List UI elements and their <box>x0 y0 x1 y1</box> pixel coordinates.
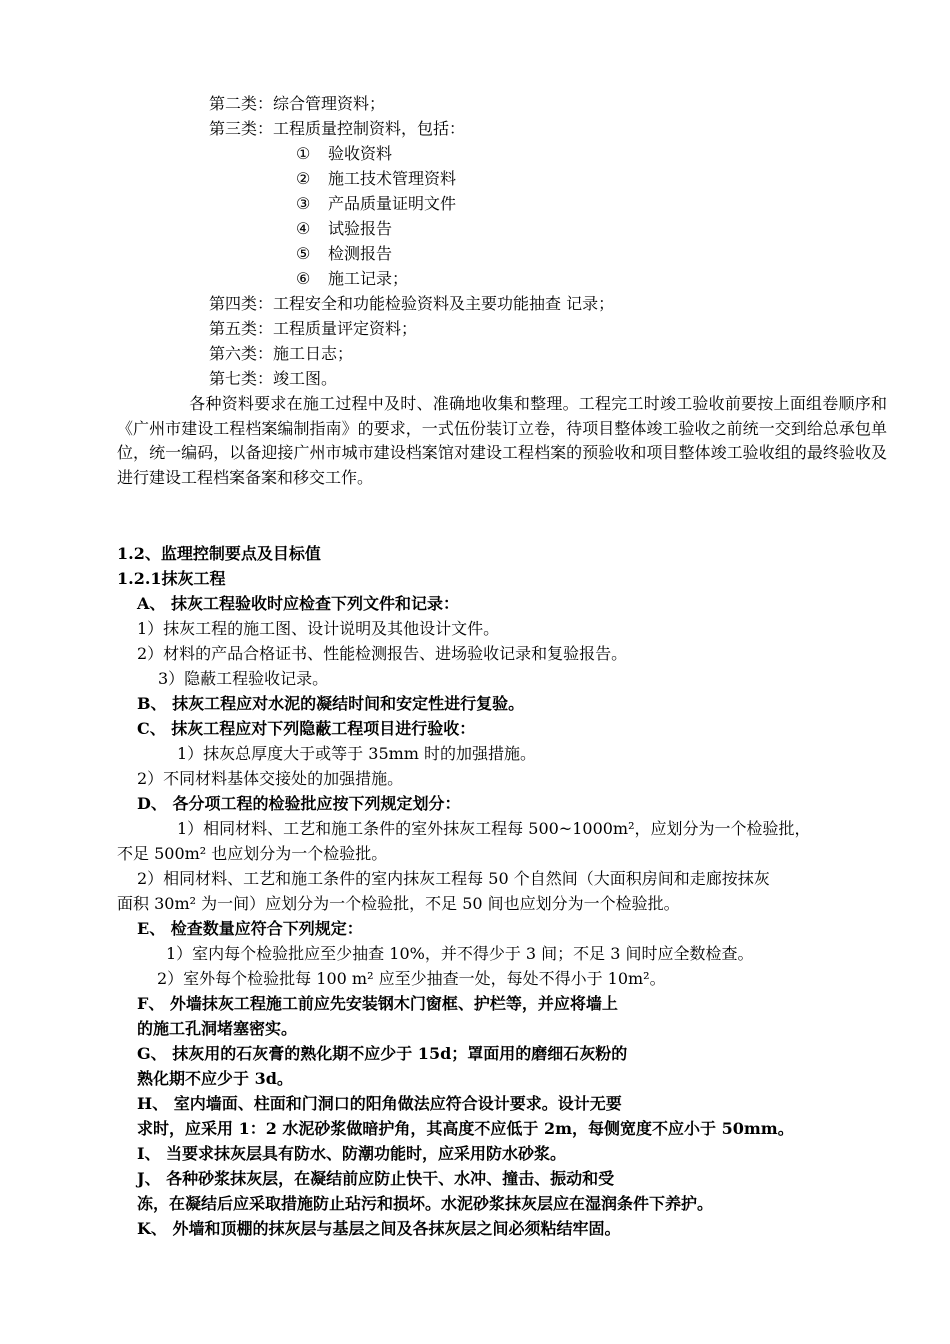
item-marker: ② <box>296 169 311 188</box>
item-e-1: 1）室内每个检验批应至少抽查 10%，并不得少于 3 间；不足 3 间时应全数检查。 <box>166 944 754 963</box>
item-b-title: B、 抹灰工程应对水泥的凝结时间和安定性进行复验。 <box>137 694 525 713</box>
item-e-title: E、 检查数量应符合下列规定： <box>137 919 363 938</box>
item-a-title: A、 抹灰工程验收时应检查下列文件和记录： <box>137 594 459 613</box>
sub-item-text: 试验报告 <box>328 219 393 238</box>
category-7: 第七类：竣工图。 <box>209 369 338 388</box>
item-j-line-2: 冻，在凝结后应采取措施防止玷污和损坏。水泥砂浆抹灰层应在湿润条件下养护。 <box>137 1194 714 1213</box>
sub-item-text: 施工技术管理资料 <box>328 169 457 188</box>
intro-paragraph <box>117 392 887 490</box>
item-marker: ③ <box>296 194 311 213</box>
item-c-1: 1）抹灰总厚度大于或等于 35mm 时的加强措施。 <box>177 744 537 763</box>
category-4: 第四类：工程安全和功能检验资料及主要功能抽查 记录； <box>209 294 615 313</box>
category-2: 第二类：综合管理资料； <box>209 94 386 113</box>
sub-item <box>296 142 392 166</box>
item-e-2: 2）室外每个检验批每 100 m² 应至少抽查一处，每处不得小于 10m²。 <box>157 969 666 988</box>
item-g-line-1: G、 抹灰用的石灰膏的熟化期不应少于 15d；罩面用的磨细石灰粉的 <box>137 1044 628 1063</box>
sub-item-text: 施工记录； <box>328 269 409 288</box>
item-d-2-line-1: 2）相同材料、工艺和施工条件的室内抹灰工程每 50 个自然间（大面积房间和走廊按抹灰 <box>137 869 770 888</box>
item-d-1-line-1: 1）相同材料、工艺和施工条件的室外抹灰工程每 500~1000m²，应划分为一个检验批， <box>177 819 811 838</box>
item-marker: ⑥ <box>296 269 311 288</box>
intro-paragraph-text: 各种资料要求在施工过程中及时、准确地收集和整理。工程完工时竣工验收前要按上面组卷顺序和《广州市建设工程档案编制指南》的要求，一式伍份装订立卷，待项目整体竣工验收之前统一交到给总承包单位，统一编码，以备迎接广州市城市建设档案馆对建设工程档案的预验收和项目整体竣工验收组的最终验收及进行建设工程档案备案和移交工作。 <box>117 394 887 487</box>
sub-item <box>296 217 392 241</box>
item-g-line-2: 熟化期不应少于 3d。 <box>137 1069 293 1088</box>
item-d-1-line-2: 不足 500m² 也应划分为一个检验批。 <box>117 844 388 863</box>
sub-item <box>296 242 392 266</box>
item-a-1: 1）抹灰工程的施工图、设计说明及其他设计文件。 <box>137 619 500 638</box>
sub-item-text: 检测报告 <box>328 244 393 263</box>
category-3: 第三类：工程质量控制资料，包括： <box>209 119 466 138</box>
item-i: I、 当要求抹灰层具有防水、防潮功能时，应采用防水砂浆。 <box>137 1144 567 1163</box>
item-c-title: C、 抹灰工程应对下列隐蔽工程项目进行验收： <box>137 719 476 738</box>
category-6: 第六类：施工日志； <box>209 344 354 363</box>
item-h-line-2: 求时，应采用 1：2 水泥砂浆做暗护角，其高度不应低于 2m，每侧宽度不应小于 50mm。 <box>137 1119 794 1138</box>
item-f-line-2: 的施工孔洞堵塞密实。 <box>137 1019 298 1038</box>
item-c-2: 2）不同材料基体交接处的加强措施。 <box>137 769 404 788</box>
category-5: 第五类：工程质量评定资料； <box>209 319 418 338</box>
item-a-3: 3）隐蔽工程验收记录。 <box>158 669 329 688</box>
section-title: 1.2、监理控制要点及目标值 <box>117 544 321 563</box>
item-f-line-1: F、 外墙抹灰工程施工前应先安装钢木门窗框、护栏等，并应将墙上 <box>137 994 618 1013</box>
subsection-title: 1.2.1抹灰工程 <box>117 569 226 588</box>
item-d-title: D、 各分项工程的检验批应按下列规定划分： <box>137 794 461 813</box>
sub-item <box>296 167 456 191</box>
sub-item-text: 验收资料 <box>328 144 393 163</box>
sub-item <box>296 267 408 291</box>
item-d-2-line-2: 面积 30m² 为一间）应划分为一个检验批，不足 50 间也应划分为一个检验批。 <box>117 894 680 913</box>
item-h-line-1: H、 室内墙面、柱面和门洞口的阳角做法应符合设计要求。设计无要 <box>137 1094 622 1113</box>
sub-item <box>296 192 456 216</box>
item-marker: ① <box>296 144 311 163</box>
sub-item-text: 产品质量证明文件 <box>328 194 457 213</box>
item-marker: ④ <box>296 219 311 238</box>
item-a-2: 2）材料的产品合格证书、性能检测报告、进场验收记录和复验报告。 <box>137 644 628 663</box>
item-j-line-1: J、 各种砂浆抹灰层，在凝结前应防止快干、水冲、撞击、振动和受 <box>137 1169 615 1188</box>
item-k: K、 外墙和顶棚的抹灰层与基层之间及各抹灰层之间必须粘结牢固。 <box>137 1219 621 1238</box>
item-marker: ⑤ <box>296 244 311 263</box>
